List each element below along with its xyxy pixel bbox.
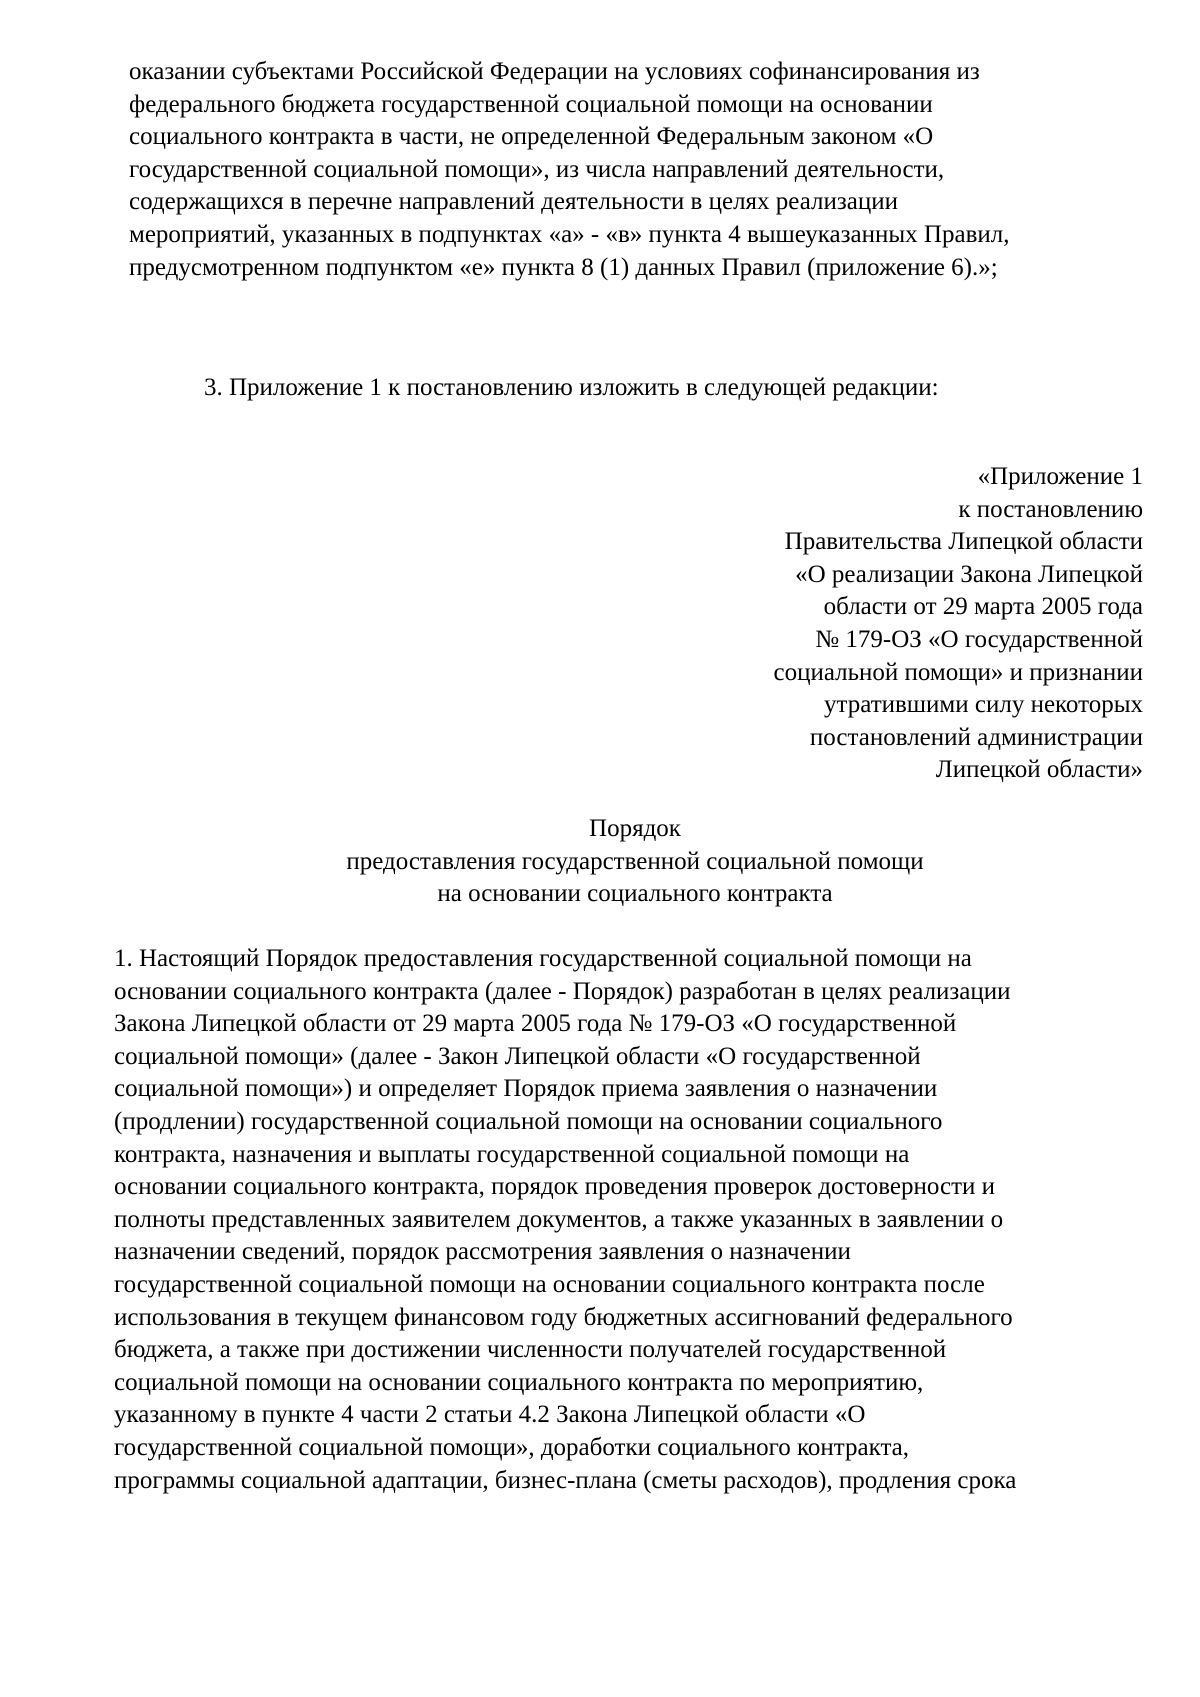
appendix-reference: «Приложение 1 к постановлению Правительства Липецкой области «О реализации Закона Липецкой области от 29 марта 2005 года № 179-ОЗ «О государственной социальной помощи» и признании утратившими силу некоторых постановлений администрации Липецкой области» (773, 463, 1143, 784)
paragraph-1: 1. Настоящий Порядок предоставления государственной социальной помощи на основании социального контракта (далее - Порядок) разработан в целях реализации Закона Липецкой области от 29 марта 2005 года № 179-ОЗ «О государственной социальной помощи» (далее - Закон Липецкой области «О государственной социальной помощи») и определяет Порядок приема заявления о назначении (продлении) государственной социальной помощи на основании социального контракта, назначения и выплаты государственной социальной помощи на основании социального контракта, порядок проведения проверок достоверности и полноты представленных заявителем документов, а также указанных в заявлении о назначении сведений, порядок рассмотрения заявления о назначении государственной социальной помощи на основании социального контракта после использования в текущем финансовом году бюджетных ассигнований федерального бюджета, а также при достижении численности получателей государственной социальной помощи на основании социального контракта по мероприятию, указанному в пункте 4 части 2 статьи 4.2 Закона Липецкой области «О государственной социальной помощи», доработки социального контракта, программы социальной адаптации, бизнес-плана (сметы расходов), продления срока (114, 945, 1017, 1494)
document-title: Порядок предоставления государственной социальной помощи на основании социального контракта (346, 815, 924, 908)
item-3-paragraph: 3. Приложение 1 к постановлению изложить в следующей редакции: (204, 374, 939, 401)
continuation-paragraph: оказании субъектами Российской Федерации на условиях софинансирования из федерального бюджета государственной социальной помощи на основании социального контракта в части, не определенной Федеральным законом «О государственной социальной помощи», из числа направлений деятельности, содержащихся в перечне направлений деятельности в целях реализации мероприятий, указанных в подпунктах «а» - «в» пункта 4 вышеуказанных Правил, предусмотренном подпунктом «е» пункта 8 (1) данных Правил (приложение 6).»; (129, 58, 1010, 281)
